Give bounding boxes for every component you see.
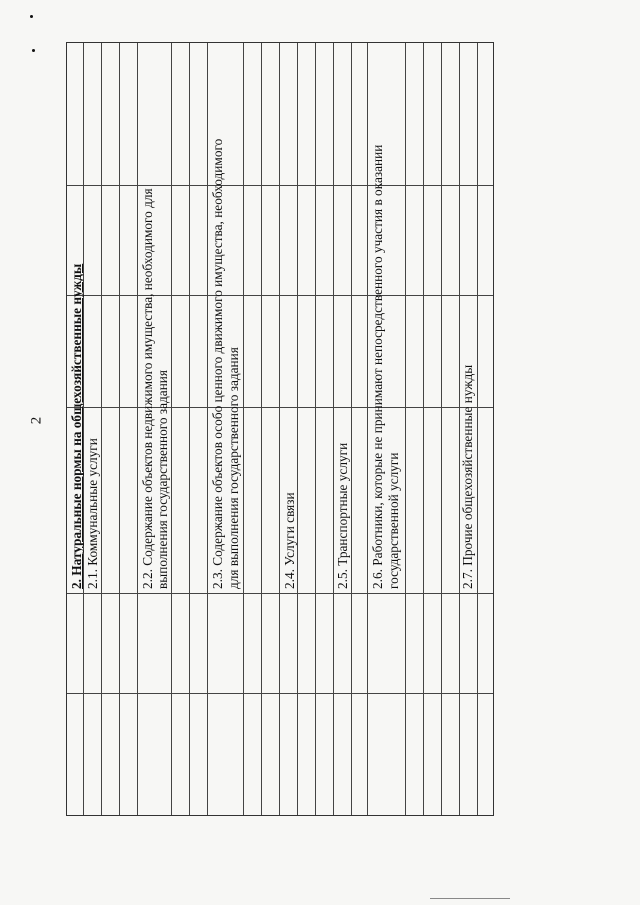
row-divider	[243, 43, 244, 815]
row-label: для выполнения государственного задания	[226, 347, 241, 589]
row-divider	[261, 43, 262, 815]
row-divider	[137, 43, 138, 815]
row-divider	[477, 43, 478, 815]
row-label: 2.4. Услуги связи	[282, 492, 297, 589]
page-number: 2	[28, 416, 45, 425]
row-label: выполнения государственного задания	[155, 369, 170, 589]
row-divider	[333, 43, 334, 815]
row-label: 2.5. Транспортные услуги	[335, 442, 350, 589]
row-label: 2.3. Содержание объектов особо ценного движимого имущества, необходимого	[210, 138, 225, 589]
row-divider	[101, 43, 102, 815]
row-divider	[297, 43, 298, 815]
column-divider	[67, 593, 493, 594]
row-divider	[441, 43, 442, 815]
row-label: 2.7. Прочие общехозяйственные нужды	[460, 364, 475, 589]
row-divider	[207, 43, 208, 815]
column-divider	[67, 407, 493, 408]
row-divider	[423, 43, 424, 815]
norms-table	[66, 42, 494, 816]
row-label: государственной услуги	[386, 452, 401, 589]
column-divider	[67, 693, 493, 694]
column-divider	[67, 295, 493, 296]
scan-speck	[32, 49, 35, 52]
row-divider	[171, 43, 172, 815]
row-label: 2.1. Коммунальные услуги	[85, 438, 100, 589]
row-divider	[119, 43, 120, 815]
column-divider	[67, 185, 493, 186]
row-divider	[315, 43, 316, 815]
table-header: 2. Натуральные нормы на общехозяйственные нужды	[69, 263, 84, 589]
scan-edge	[430, 898, 510, 899]
row-divider	[405, 43, 406, 815]
row-divider	[279, 43, 280, 815]
row-divider	[189, 43, 190, 815]
row-divider	[351, 43, 352, 815]
row-divider	[367, 43, 368, 815]
scan-speck	[30, 15, 33, 18]
row-label: 2.2. Содержание объектов недвижимого имущества, необходимого для	[140, 188, 155, 589]
row-label: 2.6. Работники, которые не принимают непосредственного участия в оказании	[370, 144, 385, 589]
